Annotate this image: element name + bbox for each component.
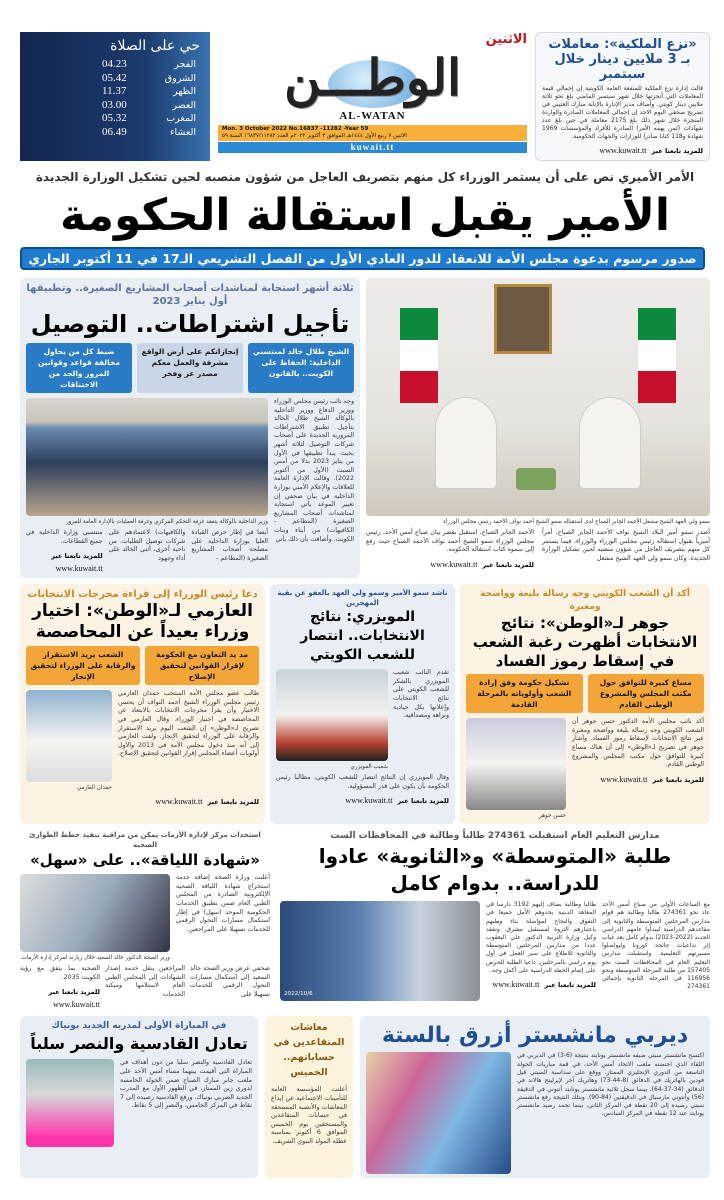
more-url[interactable]: www.kuwait.tt: [55, 564, 103, 574]
story-body: اكتسح مانشستر سيتي ضيفه مانشستر يونايتد بنتيجة (6-3) في الديربي في اللقاء الذي احتضنه ملعب الاتحاد أمس الأحد، في قمة مباريات الجولة التاسعة من الدوري الإنجليزي الممتاز. ووقع على سداسية السيتي فيل فودين بالهاتريك في الدقائق (8-44-73) وهاتريك آخر لإيرلينج هالاند في الدقائق (34-37-64)، بينما سجل ثلاثية مانشستر يونايتد أنتوني في الدقيقة (56) وأنتوني مارسيال في الدقيقتين (84-90). وبتلك النتيجة رفع مانشستر سيتي رصيده إلى 20 نقطة في المركز الثاني، بينما تجمد رصيد مانشستر يونايتد عند 12 نقطة في المركز السادس.: [517, 1052, 705, 1118]
more-url[interactable]: www.kuwait.tt: [155, 797, 203, 807]
more-link[interactable]: [26, 794, 259, 807]
subhead-chip: تشكيل حكومة وفق إرادة الشعب وأولوياته بالمرحلة القادمة: [466, 674, 583, 713]
photo-health-minister: [20, 874, 170, 952]
more-label: للمزيد تابعنا عبر: [207, 798, 259, 807]
story-kicker: أكد أن الشعب الكويتي وجه رسالة بليغة وواضحة ومعبرة: [480, 589, 690, 613]
lead-body-col: أصدر سمو أمير البلاد الشيخ نواف الأحمد الجابر الصباح، أمراً أميرياً بقبول استقالة رئيس مجلس الوزراء والوزراء، فيما يستمر كل منهم بتصريف العاجل من شؤون منصبه لحين تشكيل الوزارة الجديدة. وكان سمو ولي العهد الشيخ مشعل: [542, 529, 710, 562]
story-kicker: في المباراة الأولى لمدربه الجديد بونياك: [51, 1021, 227, 1032]
story-derby: [360, 1016, 710, 1178]
story-delivery: [20, 278, 360, 578]
more-label: للمزيد تابعنا عبر: [544, 981, 596, 990]
story-body: أكد نائب مجلس الأمة الدكتور حسن جوهر أن الشعب الكويتي وجه رسالة بليغة وواضحة ومعبرة عبر نتائج الانتخابات لإسقاط رموز الفساد. وأشار جوهر في تصريح لـ«الوطن» إلى أن هناك مساع كبيرة للتوافق حول مكتب المجلس والمشروع الوطني القادم.: [572, 718, 704, 769]
prayer-row: [30, 85, 200, 99]
story-football: [20, 1016, 258, 1178]
day-label: الاثنين: [485, 32, 527, 47]
story-kicker: استحداث مركز لإدارة الأزمات يمكن من مراقبة تنفيذ خطط الطوارئ الصحية: [29, 831, 261, 850]
lead-story: [366, 278, 710, 578]
prayer-name: العصر: [172, 99, 196, 111]
prayer-name: الظهر: [173, 86, 196, 97]
prayer-row: [30, 72, 200, 86]
story-body: أعلنت وزارة الصحة إضافة خدمة استخراج شهادة اللياقة الصحية الإلكترونية الصادرة من المجلس الطبي العام ضمن تطبيق الخدمات الحكومية الموحد (سهل) في إطار استكمال مسارات التحول الرقمي للخدمات تسهيلا على المراجعين.: [176, 874, 270, 933]
story-body-col: والكافيهات) لاعتمادهم على شركات توصيل الطلبات. من ناحية أخرى، أثنى الخالد على أداء وجهود: [108, 529, 186, 562]
site-link[interactable]: kuwait.tt: [218, 142, 527, 153]
date-strip: [218, 125, 527, 141]
story-body: طالبا وطالبة يضاف إليهم 3192 دارسا في المعاهد الدينية يحدوهم الأمل جميعا في التفوق والنجاح لمواصلة بناء وطنهم باعتبارهم الثروة لمستقبل مشرق. وتفقد وكيل وزارة التربية الدكتور علي اليعقوب عددا من مدارس المرحلتين المتوسطة والثانوية للاطلاع على سير العمل في أول يوم دراسي بالمرحلتين، داعيا الطلبة للحرص على إتمام الخطة الدراسية على أكمل وجه.: [486, 901, 596, 974]
photo-match: [26, 1059, 114, 1147]
story-muwaizri: [270, 584, 455, 824]
subhead-chip: مساع كبيرة للتوافق حول مكتب المجلس والمشروع الوطني القادم: [588, 674, 705, 713]
more-url[interactable]: www.kuwait.tt: [345, 796, 393, 806]
prayer-time: 05.32: [102, 112, 127, 124]
photo-students: [280, 901, 480, 1001]
masthead-logo[interactable]: [218, 32, 527, 161]
subhead-chip: الشيخ طلال خالد لمنتسبي الداخلية: الحفاظ على الكويت.. بالقانون: [248, 343, 354, 393]
story-body-col: الصحية بما يتفق مع رؤية الكويت 2035.: [20, 965, 100, 981]
story-school: [280, 830, 710, 1010]
photo-muwaizri: [276, 669, 388, 761]
photo-interior-minister: [26, 398, 268, 516]
prayer-time: 05.42: [102, 71, 127, 84]
prayer-times-box: [20, 32, 210, 161]
more-url[interactable]: www.kuwait.tt: [492, 980, 540, 990]
photo-caption: شعيب المويزري: [350, 764, 388, 771]
prayer-time: 06.49: [102, 125, 127, 138]
story-body: تقدم النائب شعيب المويزري بالشكر للشعب الكويتي على نتائج الانتخابات وإعلانها بكل حيادية ونزاهة ومصداقية.: [393, 669, 449, 720]
subhead-chip: ضبط كل من يحاول مخالفة قواعد وقوانين المرور والحد من الاختناقات: [26, 343, 132, 393]
brief-body: قالت إدارة نزع الملكية للمنفعة العامة الكويتية إن إجمالي قيمة المعاملات التي أنجزتها خلال شهر سبتمبر الماضي بلغ نحو ثلاثة ملايين دينار كويتي. وأضاف مدير الإدارة بالإنابة مبارك العتيبي في تصريح صحفي اليوم الاحد إن إجمالي المعاملات الصادرة والواردة المنجزة خلال شهر ذلك بلغ 2175 معاملة في حين بلغ عدد شهادات (لمن يهمه الأمر) الصادرة للأفراد والمؤسسات 1969 شهادة و118 كتابا صادرا للوزارات والجهات الحكومية.: [542, 85, 703, 140]
story-headline[interactable]: تعادل القادسية والنصر سلباً: [30, 1034, 248, 1054]
flower-table: [516, 468, 556, 490]
photo-azmi: [26, 690, 112, 782]
more-link[interactable]: [20, 984, 100, 1010]
story-headline[interactable]: تأجيل اشتراطات.. التوصيل: [30, 310, 350, 338]
prayer-name: العشاء: [170, 126, 196, 138]
lead-banner: صدور مرسوم بدعوة مجلس الأمة للانعقاد للدور العادي الأول من الفصل التشريعي الـ17 في 11 أكتوبر الجاري: [20, 247, 705, 270]
kuwait-flag: [400, 308, 438, 403]
photo-caption: وزير الصحة الدكتور خالد السعيد خلال زيارته لمركز إدارة الأزمات: [21, 955, 170, 962]
prayer-time: 04.23: [102, 58, 127, 70]
story-health: [20, 830, 270, 1010]
more-label: للمزيد تابعنا عبر: [48, 988, 100, 997]
kuwait-flag: [638, 308, 676, 403]
more-url[interactable]: www.kuwait.tt: [52, 1000, 100, 1010]
more-url[interactable]: www.kuwait.tt: [430, 559, 478, 569]
prayer-name: الشروق: [164, 72, 196, 84]
more-label: للمزيد تابعنا عبر: [51, 552, 103, 561]
subhead-chip: الشعب يريد الاستقرار والرقابة على الوزراء لتحقيق الإنجاز: [26, 646, 140, 685]
story-headline[interactable]: ديربي مانشستر أزرق بالستة: [381, 1023, 689, 1049]
subhead-chip: مد يد التعاون مع الحكومة لإقرار القوانين لتحقيق الإصلاح: [145, 646, 259, 685]
brief-headline: «نزع الملكية»: معاملات بـ 3 ملايين دينار خلال سبتمبر: [548, 37, 697, 82]
lead-kicker: الأمر الأميري نص على أن يستمر الوزراء كل منهم بتصريف العاجل من شؤون منصبه لحين تشكيل الوزارة الجديدة: [35, 170, 695, 184]
story-azmi: [20, 584, 265, 824]
photo-caption: حمدان العازمي: [76, 785, 112, 792]
prayer-name: المغرب: [166, 113, 196, 124]
logo-english: AL-WATAN: [339, 110, 406, 122]
story-headline[interactable]: المويزري: نتائج الانتخابات.. انتصار للشعب الكويتي: [300, 609, 425, 664]
photo-derby: [366, 1052, 511, 1174]
more-label: للمزيد تابعنا عبر: [397, 797, 449, 806]
prayer-title: حي على الصلاة: [110, 38, 200, 54]
prayer-name: الفجر: [174, 59, 196, 70]
lead-body-col: الأحمد الجابر الصباح، استقبل بقصر بيان صباح أمس الأحد، رئيس مجلس الوزراء سمو الشيخ أحمد نواف الأحمد الصباح حيث رفع إلى سموه كتاب استقالة الحكومة.: [366, 529, 534, 554]
prayer-row: [30, 58, 200, 72]
story-headline[interactable]: العازمي لـ«الوطن»: اختيار وزراء بعيداً عن المحاصصة: [32, 601, 253, 643]
person: [436, 398, 496, 488]
more-link[interactable]: [366, 557, 534, 570]
more-link[interactable]: [486, 977, 596, 990]
logo-arabic: الوطـــن: [284, 48, 461, 107]
brief-expropriation: [535, 32, 710, 161]
story-body-col: أيضا في إطار حرص القيادة العليا بوزارة الداخلية على مصلحة أصحاب المشاريع الصغيرة (المطاعم -: [191, 529, 268, 562]
story-kicker: دعا رئيس الوزراء إلى قراءة مخرجات الانتخابات: [27, 589, 258, 601]
photo-caption: وزير الداخلية بالوكالة يتفقد غرفة التحكم المركزي وغرفة العمليات بالإدارة العامة للمرور: [65, 519, 268, 525]
story-body-col: صحفي عرض وزير الصحة خالد السعيد إلى استكمال مسارات التحول الرقمي للخدمات تسهيلا على: [190, 965, 270, 998]
photo-crown-prince-meeting: [366, 278, 710, 516]
more-url[interactable]: www.kuwait.tt: [600, 774, 648, 784]
prayer-row: [30, 99, 200, 113]
more-label: للمزيد تابعنا عبر: [652, 775, 704, 784]
story-headline[interactable]: «شهادة اللياقة».. على «سهل»: [30, 851, 260, 870]
story-body: مع الساعات الأولى من صباح أمس الأحد عاد نحو 274361 طالبا وطالبة هم قوام مدارس المرحلتين المتوسطة والثانوية إلى مقاعدهم الدراسية ليبدأوا عامهم الدراسي الجديد (2022-2023) بدوام كامل بعد غياب إثر تداعيات جائحة كورونا وليواصلوا مسيرتهم التعليمية. واستقبلت مدارس التعليم العام في المحافظات الست نحو 157405 من طلبة المرحلة المتوسطة ونحو 116956 في المرحلة الثانوية بإجمالي 274361: [602, 901, 710, 991]
story-body-col: منتسبي وزارة الداخلية في جميع القطاعات.: [25, 529, 103, 545]
prayer-time: 03.00: [102, 98, 127, 111]
person: [580, 398, 640, 488]
more-label: للمزيد تابعنا عبر: [651, 147, 703, 155]
story-body: تعادل القادسية والنصر سلبا من دون أهداف في المباراة التي أقيمت بينهما مساء أمس الأحد على ملعب جابر مبارك الصباح ضمن الجولة الخامسة لدوري زين الممتاز، في الظهور الأول مع المدرب الجديد الصربي بونياك. ورفع القادسية رصيده إلى 7 نقاط في المركز الخامس، والنصر إلى 5 نقاط.: [120, 1059, 252, 1110]
story-pension: [265, 1016, 353, 1178]
story-jawhar: [460, 584, 710, 824]
story-body: وجه نائب رئيس مجلس الوزراء ووزير الدفاع ووزير الداخلية بالوكالة الشيخ طلال الخالد بتأجيل تطبيق الاشتراطات المرورية الجديدة على أصحاب شركات التوصيل لثلاثة أشهر بحيث يبدأ تطبيقها في الأول من يناير 2023 بدلا من أمس السبت (الأول من أكتوبر 2022). وقالت الإدارة العامة للعلاقات والإعلام الأمني بوزارة الداخلية في بيان صحفي إن تغيير الموعد يأتي استجابة لمناشدات أصحاب المشاريع الصغيرة (المطاعم - الكافيهات) من أبناء وبنات الكويت. وأضافت بأن ذلك يأتي: [274, 398, 354, 543]
story-headline[interactable]: جوهر لـ«الوطن»: نتائج الانتخابات أظهرت رغبة الشعب في إسقاط رموز الفساد: [472, 614, 698, 671]
more-link[interactable]: [26, 548, 103, 574]
lead-caption: سمو ولي العهد الشيخ مشعل الأحمد الجابر الصباح لدى استقباله سمو الشيخ أحمد نواف الأحمد رئيس مجلس الوزراء: [443, 519, 710, 525]
subhead-chip: إنجازاتكم على أرض الواقع مشرفة والعمل معكم مصدر عز وفخر: [137, 343, 243, 393]
more-link[interactable]: [276, 793, 449, 806]
prayer-row: [30, 112, 200, 126]
more-link[interactable]: [572, 772, 704, 785]
story-headline[interactable]: معاشات المتقاعدين في حساباتهم.. الخميس: [273, 1022, 345, 1079]
prayer-time: 11.37: [102, 85, 127, 97]
photo-jawhar: [466, 718, 566, 810]
date-arabic: الاثنين ٧ ربيع الأول ١٤٤٤هـ الموافق ٣ أكتوبر ٢٠٢٢م العدد ١٦٨٣٧/١١٢٨٢ السنة ٥٩: [222, 133, 407, 139]
more-link[interactable]: [542, 143, 703, 156]
photo-caption: حسن جوهر: [539, 813, 566, 820]
story-body: أعلنت المؤسسة العامة للتأمينات الاجتماعية عن إيداع المعاشات والأنصبة المستحقة في حسابات المتقاعدين والمستحقين يوم الخميس الموافق 6 أكتوبر بمناسبة عطلة المولد النبوي الشريف.: [271, 1086, 347, 1145]
story-kicker: ناشد سمو الأمير وسمو ولي العهد بالعفو عن بقية المهجرين: [277, 589, 448, 608]
portrait-frame: [494, 284, 552, 354]
story-headline[interactable]: طلبة «المتوسطة» و«الثانوية» عادوا للدراسة.. بدوام كامل: [318, 844, 672, 896]
date-english: Mon. 3 October 2022 No.16837 -11282 -Year 59: [222, 126, 369, 132]
more-url[interactable]: www.kuwait.tt: [599, 146, 647, 155]
lead-headline[interactable]: الأمير يقبل استقالة الحكومة: [60, 190, 670, 241]
prayer-row: [30, 126, 200, 140]
story-kicker: مدارس التعليم العام استقبلت 274361 طالباً وطالبة في المحافظات الست: [330, 831, 660, 842]
story-body-col: المراجعين ينقل خدمة إصدار الشهادات إلى المجلس الطبي العام لاستلامها وميكنة الخدمات: [105, 965, 185, 998]
masthead: [20, 32, 710, 161]
photo-caption: 2022/10/6: [284, 991, 313, 998]
story-body: طالب عضو مجلس الأمة المنتخب حمدان العازمي رئيس مجلس الوزراء الشيخ أحمد النواف أن يحسن الاختيار وأن يقرأ مخرجات الانتخابات بالابتعاد عن المحاصصة في اختيار الوزراء. وقال العازمي في تصريح لـ«الوطن» إن الشعب اليوم يريد الاستقرار والرقابة على الوزراء لتحقيق الإنجاز. ولفت العازمي إلى أنه منذ دخول مجلس الأمة في 2013 والأول أولويات أعضاء المجلس إقرار القوانين لتحقيق الإصلاح.: [118, 690, 260, 758]
more-label: للمزيد تابعنا عبر: [482, 560, 534, 569]
story-body: وقال المويزري إن النتائج انتصار للشعب الكويتي، مطالبا رئيس الحكومة بأن يكون على قدر المسؤولية.: [276, 774, 449, 790]
story-kicker: ثلاثة أشهر استجابة لمناشدات أصحاب المشاريع الصغيرة.. وتطبيقها أول يناير 2023: [26, 283, 354, 307]
